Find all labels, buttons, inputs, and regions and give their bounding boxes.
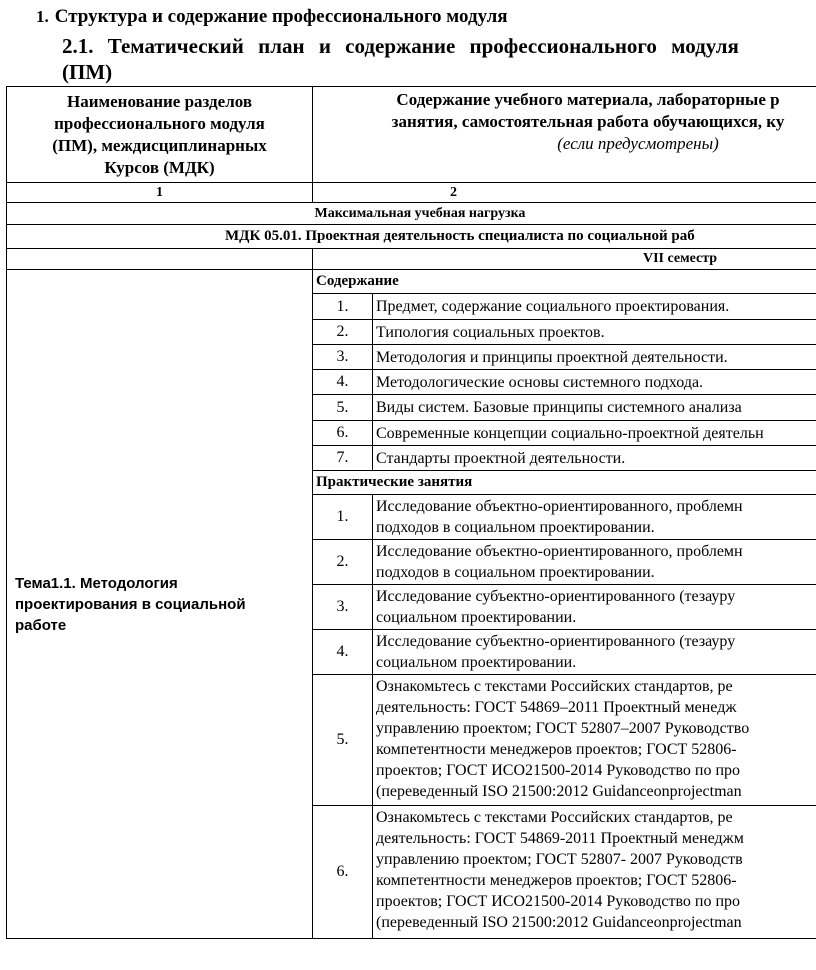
col1-header-line: профессионального модуля xyxy=(54,113,265,133)
item-text xyxy=(373,585,816,630)
item-number: 4. xyxy=(313,630,373,675)
item-text: Методологические основы системного подхода. xyxy=(373,370,816,395)
item-line: управлению проектом; ГОСТ 52807- 2007 Руководств xyxy=(376,851,743,868)
max-load-row xyxy=(7,203,816,225)
item-line: деятельность: ГОСТ 54869-2011 Проектный менеджм xyxy=(376,830,744,847)
item-text: Виды систем. Базовые принципы системного анализа xyxy=(373,395,816,421)
topic-line: работе xyxy=(15,616,67,634)
semester-label: VII семестр xyxy=(313,249,816,270)
item-number: 6. xyxy=(313,806,373,939)
col2-header-italic: (если предусмотрены) xyxy=(557,134,719,153)
item-number: 2. xyxy=(313,540,373,585)
item-text xyxy=(373,540,816,585)
item-line: Ознакомьтесь с текстами Российских стандартов, ре xyxy=(376,809,733,826)
item-line: Исследование объектно-ориентированного, проблемн xyxy=(376,543,743,560)
topic-line: проектирования в социальной xyxy=(15,595,246,613)
max-load-label: Максимальная учебная нагрузка xyxy=(313,203,816,225)
item-text xyxy=(373,806,816,939)
item-line: (переведенный ISO 21500:2012 Guidanceonprojectman xyxy=(376,914,742,931)
item-text: Современные концепции социально-проектной деятельн xyxy=(373,421,816,446)
content-label: Содержание xyxy=(313,270,816,294)
item-line: проектов; ГОСТ ИСО21500-2014 Руководство по про xyxy=(376,893,741,910)
item-line: деятельность: ГОСТ 54869–2011 Проектный менедж xyxy=(376,699,737,716)
section-heading xyxy=(36,6,508,28)
mdk-row xyxy=(7,225,816,249)
item-line: Ознакомьтесь с текстами Российских стандартов, ре xyxy=(376,678,733,695)
col1-number: 1 xyxy=(7,183,313,203)
item-line: (переведенный ISO 21500:2012 Guidanceonprojectman xyxy=(376,783,742,800)
content-label-row xyxy=(7,270,816,294)
item-number: 6. xyxy=(313,421,373,446)
subsection-heading-cont: (ПМ) xyxy=(62,60,113,84)
section-title: Структура и содержание профессионального модуля xyxy=(54,6,508,27)
item-line: социальном проектировании. xyxy=(376,609,577,626)
thematic-plan-table xyxy=(6,86,816,939)
item-number: 7. xyxy=(313,446,373,471)
item-number: 5. xyxy=(313,675,373,806)
item-line: подходов в социальном проектировании. xyxy=(376,519,655,536)
item-number: 5. xyxy=(313,395,373,421)
item-line: социальном проектировании. xyxy=(376,654,577,671)
col2-number: 2 xyxy=(313,183,816,203)
item-text xyxy=(373,495,816,540)
item-line: управлению проектом; ГОСТ 52807–2007 Руководство xyxy=(376,720,750,737)
item-number: 2. xyxy=(313,320,373,345)
topic-cell xyxy=(7,270,313,939)
item-line: компетентности менеджеров проектов; ГОСТ 52806- xyxy=(376,872,737,889)
item-text xyxy=(373,675,816,806)
item-text xyxy=(373,630,816,675)
item-line: Исследование субъектно-ориентированного (тезауру xyxy=(376,633,736,650)
semester-row xyxy=(7,249,816,270)
mdk-title: МДК 05.01. Проектная деятельность специалиста по социальной раб xyxy=(7,225,816,249)
col1-header-line: (ПМ), междисциплинарных xyxy=(52,135,267,155)
item-number: 1. xyxy=(313,495,373,540)
item-text: Методология и принципы проектной деятельности. xyxy=(373,345,816,370)
col1-header-line: Наименование разделов xyxy=(67,91,252,111)
item-text: Типология социальных проектов. xyxy=(373,320,816,345)
item-text: Предмет, содержание социального проектирования. xyxy=(373,294,816,320)
item-line: Исследование субъектно-ориентированного (тезауру xyxy=(376,588,736,605)
item-line: подходов в социальном проектировании. xyxy=(376,564,655,581)
col1-header xyxy=(7,87,313,183)
item-number: 3. xyxy=(313,345,373,370)
item-line: Исследование объектно-ориентированного, проблемн xyxy=(376,498,743,515)
col2-header-line: Содержание учебного материала, лабораторные р xyxy=(396,90,780,109)
col2-header-line: занятия, самостоятельная работа обучающихся, ку xyxy=(391,112,785,131)
item-number: 1. xyxy=(313,294,373,320)
section-number: 1. xyxy=(36,7,49,26)
col1-header-line: Курсов (МДК) xyxy=(104,157,215,177)
item-line: компетентности менеджеров проектов; ГОСТ 52806- xyxy=(376,741,737,758)
col2-header xyxy=(313,87,816,183)
item-number: 4. xyxy=(313,370,373,395)
table-header-row xyxy=(7,87,816,183)
practice-label: Практические занятия xyxy=(313,471,816,495)
subsection-heading: 2.1. Тематический план и содержание профессионального модуля xyxy=(62,34,739,58)
item-text: Стандарты проектной деятельности. xyxy=(373,446,816,471)
topic-line: Тема1.1. Методология xyxy=(15,574,178,592)
item-number: 3. xyxy=(313,585,373,630)
column-number-row xyxy=(7,183,816,203)
item-line: проектов; ГОСТ ИСО21500-2014 Руководство по про xyxy=(376,762,741,779)
